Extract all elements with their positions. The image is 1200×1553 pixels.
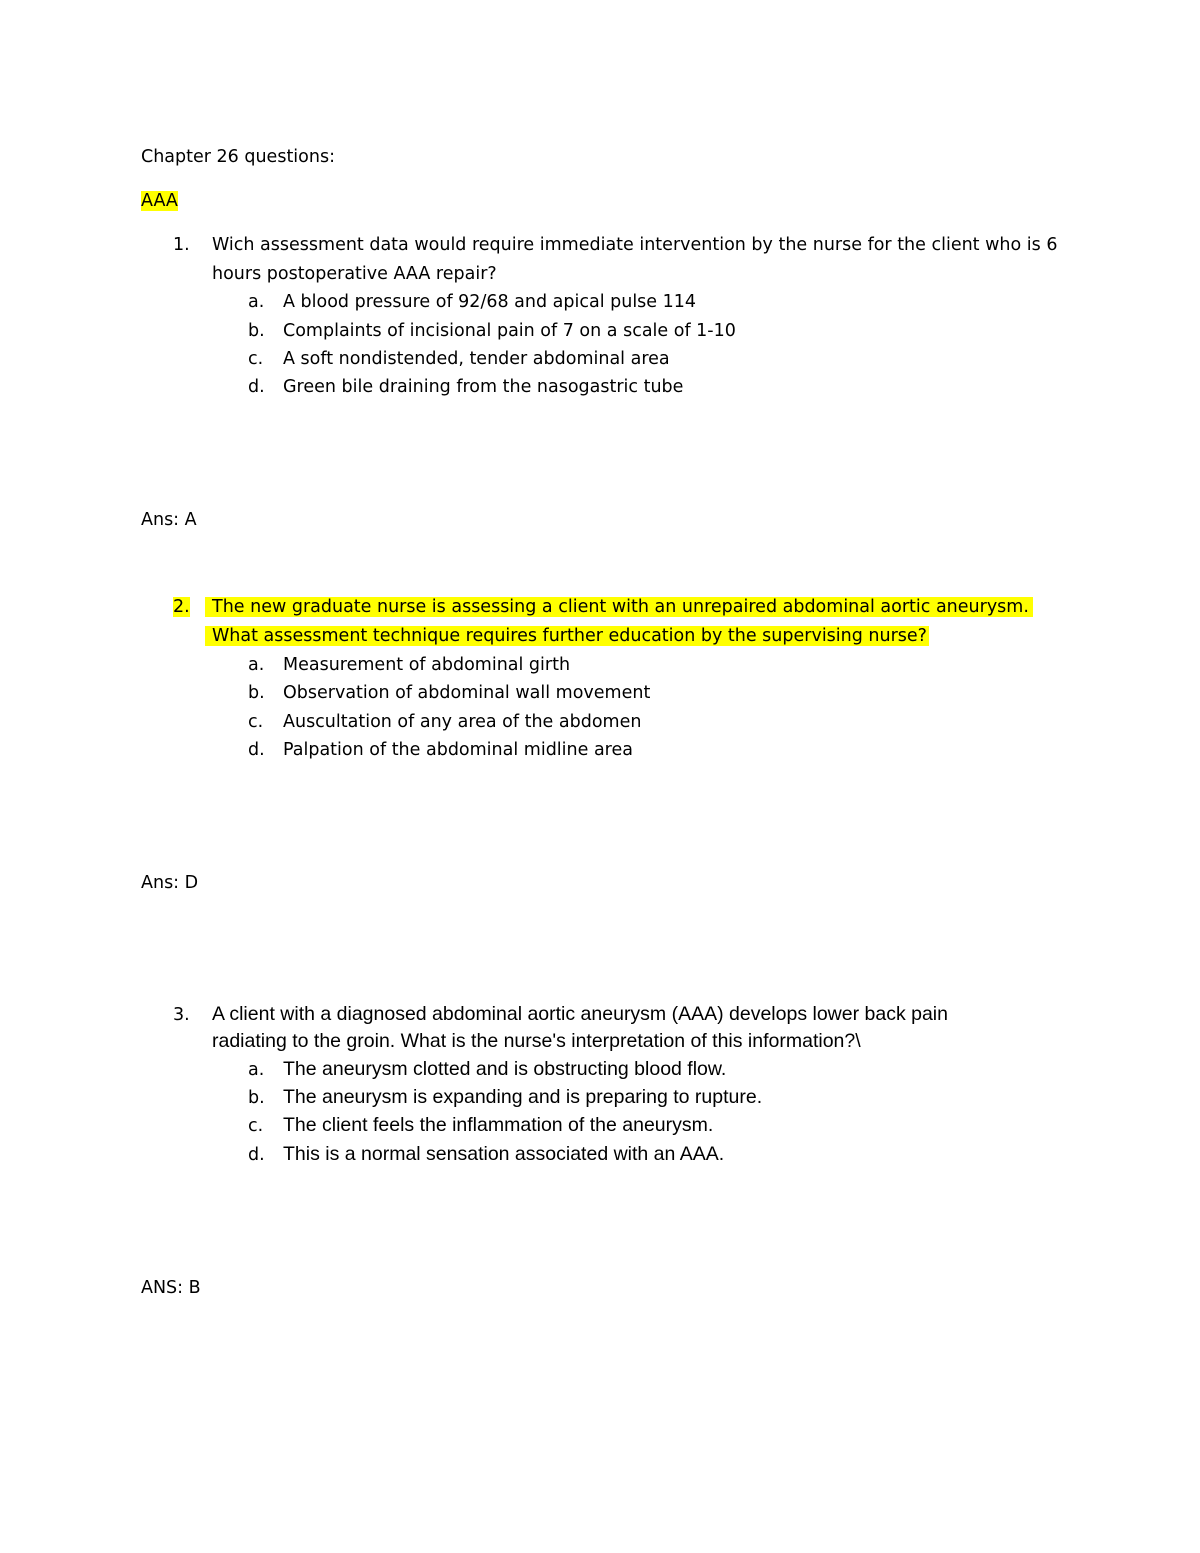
chapter-title: Chapter 26 questions: [141, 147, 335, 167]
section-label-text: AAA [141, 191, 178, 211]
option-letter: d. [248, 740, 265, 760]
option-letter: a. [248, 1060, 265, 1080]
option-text: The aneurysm clotted and is obstructing blood flow. [283, 1058, 727, 1080]
option-letter: a. [248, 655, 265, 675]
answer: ANS: B [141, 1278, 201, 1298]
question-text-line: radiating to the groin. What is the nurse's interpretation of this information?\ [212, 1030, 861, 1052]
option-letter: c. [248, 712, 264, 732]
question-text-line [205, 625, 929, 647]
question-text-highlight: What assessment technique requires further education by the supervising nurse? [205, 626, 929, 646]
option-text: Palpation of the abdominal midline area [283, 740, 633, 760]
option-letter: d. [248, 1145, 265, 1165]
answer: Ans: A [141, 510, 197, 530]
option-text: Observation of abdominal wall movement [283, 683, 651, 703]
option-text: Green bile draining from the nasogastric tube [283, 377, 684, 397]
question-text-highlight: The new graduate nurse is assessing a client with an unrepaired abdominal aortic aneurysm. [205, 597, 1033, 617]
option-text: A soft nondistended, tender abdominal area [283, 349, 670, 369]
question-number: 3. [173, 1005, 190, 1025]
question-text-line: Wich assessment data would require immediate intervention by the nurse for the client who is 6 [212, 235, 1058, 255]
option-text: A blood pressure of 92/68 and apical pulse 114 [283, 292, 697, 312]
option-text: Auscultation of any area of the abdomen [283, 712, 642, 732]
option-letter: b. [248, 1088, 265, 1108]
option-text: Complaints of incisional pain of 7 on a scale of 1-10 [283, 321, 736, 341]
question-number [173, 596, 190, 618]
option-letter: d. [248, 377, 265, 397]
option-text: This is a normal sensation associated with an AAA. [283, 1143, 725, 1165]
option-text: Measurement of abdominal girth [283, 655, 571, 675]
option-text: The client feels the inflammation of the aneurysm. [283, 1114, 714, 1136]
option-letter: b. [248, 321, 265, 341]
question-number: 1. [173, 235, 190, 255]
option-letter: a. [248, 292, 265, 312]
option-text: The aneurysm is expanding and is preparing to rupture. [283, 1086, 763, 1108]
option-letter: c. [248, 1116, 264, 1136]
question-number-text: 2. [173, 597, 190, 617]
question-text-line [205, 596, 1033, 618]
option-letter: b. [248, 683, 265, 703]
question-text-line: A client with a diagnosed abdominal aortic aneurysm (AAA) develops lower back pain [212, 1003, 948, 1025]
section-label [141, 190, 178, 212]
answer: Ans: D [141, 873, 199, 893]
option-letter: c. [248, 349, 264, 369]
question-text-line: hours postoperative AAA repair? [212, 264, 497, 284]
